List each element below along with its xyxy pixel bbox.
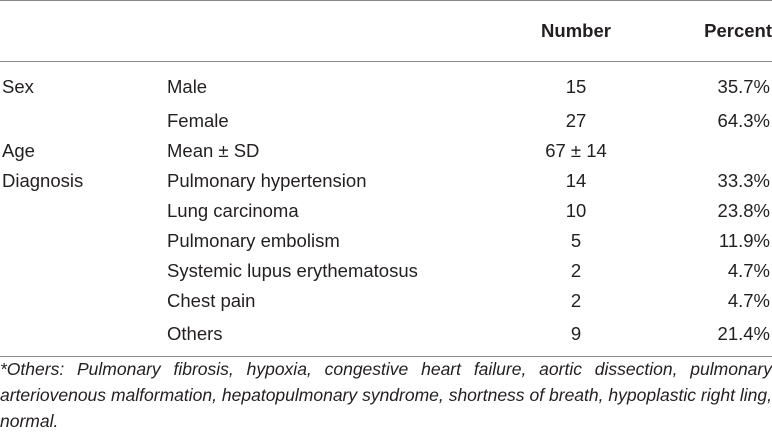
row-group xyxy=(0,106,167,136)
table-footnote: *Others: Pulmonary fibrosis, hypoxia, congestive heart failure, aortic dissection, pulmonary arteriovenous malformation, hepatopulmonary syndrome, shortness of breath, hypoplastic right ling, normal. xyxy=(0,359,772,431)
row-item: Male xyxy=(167,76,208,97)
row-item: Chest pain xyxy=(167,290,256,311)
row-item: Female xyxy=(167,110,229,131)
row-item: Others xyxy=(167,323,223,344)
row-percent xyxy=(646,136,772,166)
row-number: 14 xyxy=(565,170,587,191)
row-item: Pulmonary hypertension xyxy=(167,170,367,191)
row-percent: 4.7% xyxy=(727,290,770,311)
table-row xyxy=(0,106,772,136)
header-item xyxy=(167,1,500,62)
row-number: 9 xyxy=(570,323,582,344)
row-group xyxy=(0,286,167,316)
table-row xyxy=(0,316,772,357)
header-group xyxy=(0,1,167,62)
row-percent: 11.9% xyxy=(718,230,770,251)
table-row xyxy=(0,226,772,256)
row-percent: 4.7% xyxy=(727,260,770,281)
row-percent: 33.3% xyxy=(717,170,770,191)
row-number: 15 xyxy=(565,76,587,97)
row-group: Diagnosis xyxy=(2,170,84,191)
row-number: 2 xyxy=(570,290,582,311)
table-row xyxy=(0,286,772,316)
header-row xyxy=(0,1,772,62)
row-percent: 64.3% xyxy=(717,110,770,131)
table-row xyxy=(0,256,772,286)
header-percent: Percent xyxy=(704,20,772,41)
table-row xyxy=(0,62,772,107)
row-group xyxy=(0,196,167,226)
row-number: 2 xyxy=(570,260,582,281)
row-percent: 23.8% xyxy=(717,200,770,221)
row-group xyxy=(0,256,167,286)
row-number: 27 xyxy=(565,110,587,131)
row-number: 67 ± 14 xyxy=(545,140,607,161)
row-item: Mean ± SD xyxy=(167,140,260,161)
table-row xyxy=(0,136,772,166)
row-item: Systemic lupus erythematosus xyxy=(167,260,418,281)
row-number: 5 xyxy=(570,230,582,251)
row-percent: 35.7% xyxy=(717,76,770,97)
table-row xyxy=(0,166,772,196)
header-number: Number xyxy=(541,20,611,41)
row-group: Sex xyxy=(2,76,34,97)
row-item: Lung carcinoma xyxy=(167,200,299,221)
row-group: Age xyxy=(2,140,35,161)
row-group xyxy=(0,316,167,357)
row-number: 10 xyxy=(565,200,587,221)
row-item: Pulmonary embolism xyxy=(167,230,340,251)
table-row xyxy=(0,196,772,226)
row-percent: 21.4% xyxy=(717,323,770,344)
row-group xyxy=(0,226,167,256)
